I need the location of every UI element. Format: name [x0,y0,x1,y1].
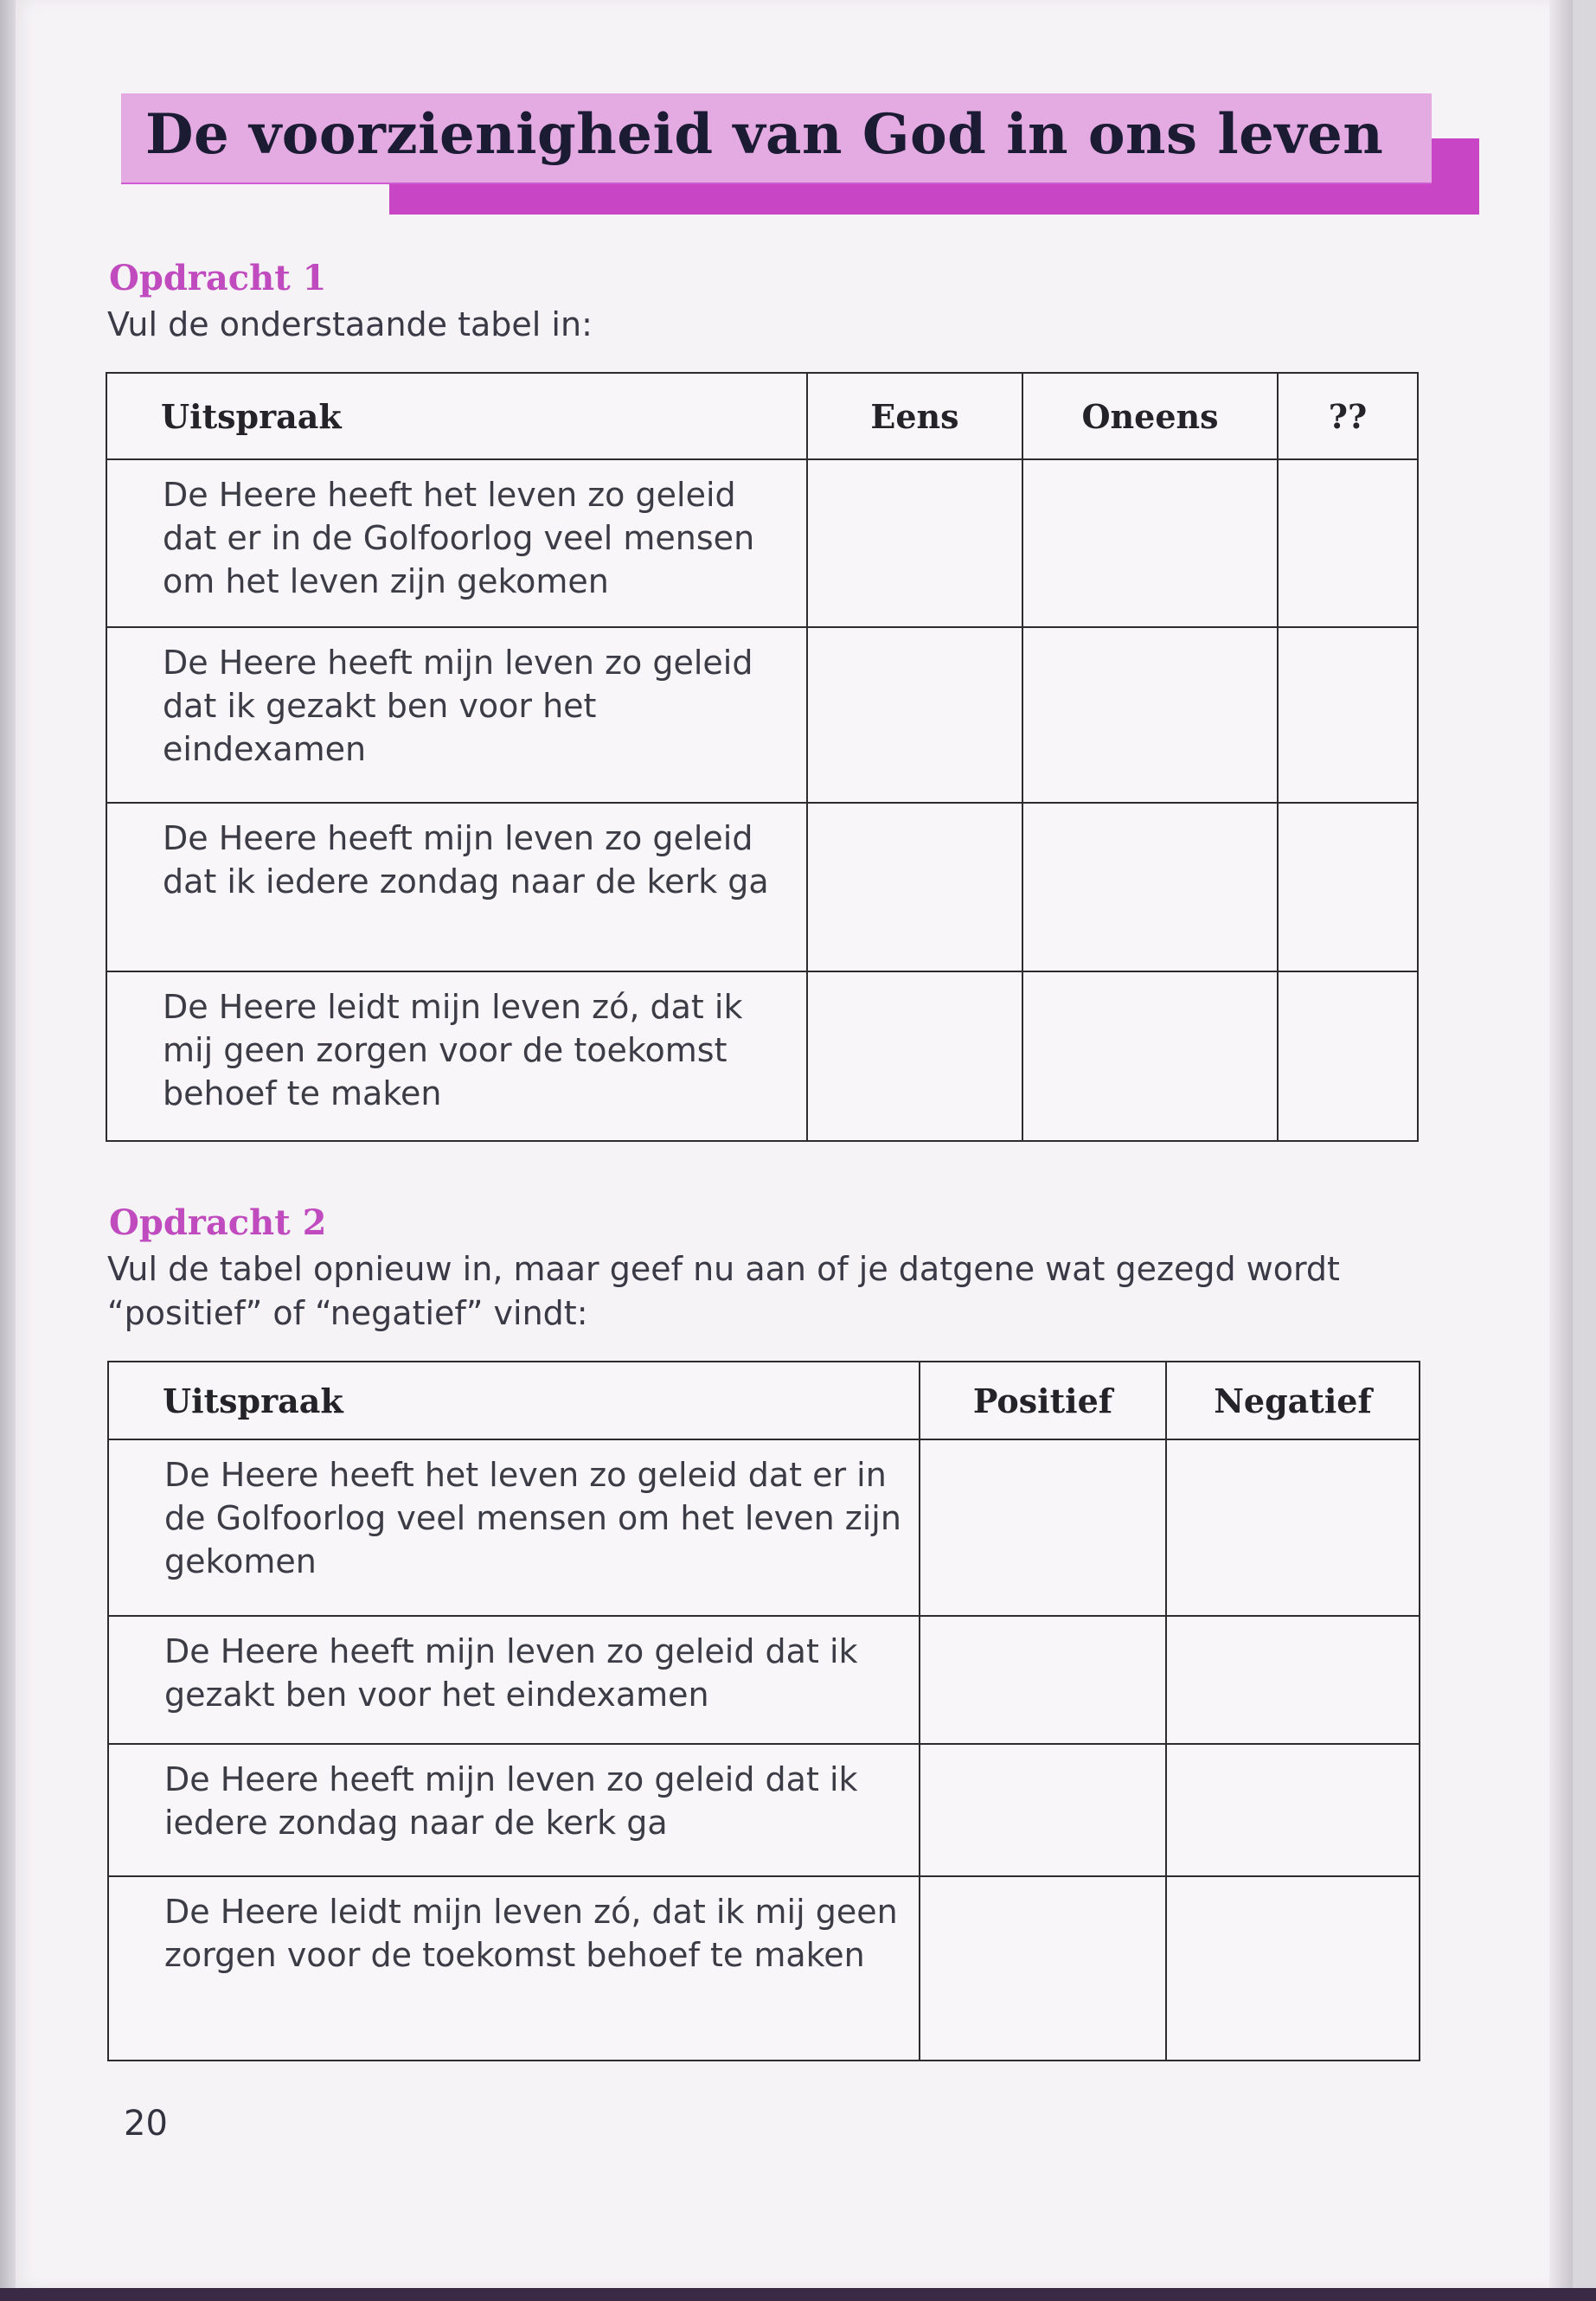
table-header-row [108,1362,1420,1439]
assignment-1-heading: Opdracht 1 [109,258,327,298]
column-header-unsure: ?? [1278,373,1418,459]
answer-cell-unsure[interactable] [1278,803,1418,971]
answer-cell-negative[interactable] [1166,1876,1420,2061]
column-header-disagree: Oneens [1022,373,1278,459]
assignment-1-instruction: Vul de onderstaande tabel in: [107,305,593,343]
document-page [16,0,1573,2288]
statement-cell: De Heere heeft het leven zo geleid dat er in de Golfoorlog veel mensen om het leven zijn gekomen [108,1439,920,1616]
statement-cell: De Heere heeft het leven zo geleid dat er in de Golfoorlog veel mensen om het leven zijn gekomen [106,459,807,627]
answer-cell-agree[interactable] [807,803,1022,971]
table-header-row [106,373,1418,459]
answer-cell-negative[interactable] [1166,1439,1420,1616]
column-header-negative: Negatief [1166,1362,1420,1439]
column-header-agree: Eens [807,373,1022,459]
answer-cell-unsure[interactable] [1278,627,1418,803]
answer-cell-positive[interactable] [920,1744,1166,1876]
answer-cell-disagree[interactable] [1022,627,1278,803]
answer-cell-disagree[interactable] [1022,803,1278,971]
statement-cell: De Heere heeft mijn leven zo geleid dat ik iedere zondag naar de kerk ga [106,803,807,971]
answer-cell-negative[interactable] [1166,1744,1420,1876]
answer-cell-positive[interactable] [920,1616,1166,1744]
answer-cell-unsure[interactable] [1278,459,1418,627]
answer-cell-disagree[interactable] [1022,971,1278,1141]
assignment-2-heading: Opdracht 2 [109,1202,327,1243]
answer-cell-agree[interactable] [807,627,1022,803]
answer-cell-agree[interactable] [807,971,1022,1141]
table-row [108,1876,1420,2061]
table-row [106,971,1418,1141]
page-title: De voorzienigheid van God in ons leven [145,102,1384,167]
page-spine-shadow [0,0,16,2301]
page-number: 20 [124,2104,168,2144]
table-row [108,1616,1420,1744]
table-row [108,1744,1420,1876]
page-bottom-edge [0,2288,1596,2301]
statement-cell: De Heere leidt mijn leven zó, dat ik mij geen zorgen voor de toekomst behoef te maken [106,971,807,1141]
statement-cell: De Heere heeft mijn leven zo geleid dat ik iedere zondag naar de kerk ga [108,1744,920,1876]
answer-cell-unsure[interactable] [1278,971,1418,1141]
assignment-2-instruction: Vul de tabel opnieuw in, maar geef nu aan of je datgene wat gezegd wordt “positief” of “negatief” vindt: [107,1250,1340,1332]
table-row [106,459,1418,627]
table-row [106,627,1418,803]
statement-cell: De Heere heeft mijn leven zo geleid dat ik gezakt ben voor het eindexamen [108,1616,920,1744]
assignment-1-table [106,372,1419,1142]
column-header-positive: Positief [920,1362,1166,1439]
title-box [121,93,1432,184]
statement-cell: De Heere leidt mijn leven zó, dat ik mij geen zorgen voor de toekomst behoef te maken [108,1876,920,2061]
answer-cell-disagree[interactable] [1022,459,1278,627]
table-row [106,803,1418,971]
statement-cell: De Heere heeft mijn leven zo geleid dat ik gezakt ben voor het eindexamen [106,627,807,803]
answer-cell-agree[interactable] [807,459,1022,627]
column-header-statement: Uitspraak [108,1362,920,1439]
table-row [108,1439,1420,1616]
answer-cell-positive[interactable] [920,1876,1166,2061]
answer-cell-negative[interactable] [1166,1616,1420,1744]
column-header-statement: Uitspraak [106,373,807,459]
assignment-2-table [107,1361,1420,2061]
answer-cell-positive[interactable] [920,1439,1166,1616]
title-banner [121,93,1479,223]
page-edge-shadow [1549,0,1573,2288]
